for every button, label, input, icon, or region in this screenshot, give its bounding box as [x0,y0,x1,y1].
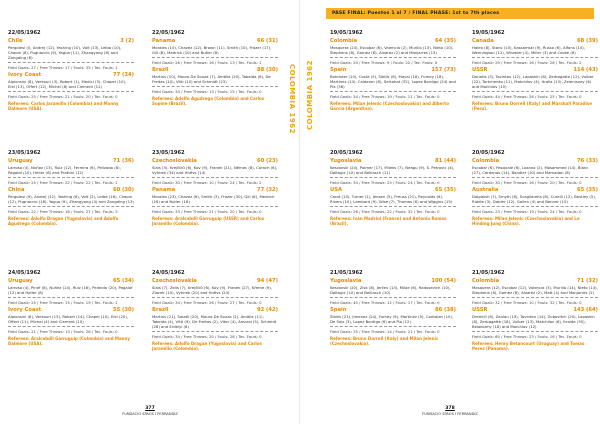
divider [8,206,134,207]
team-name: Yugoslavia [330,158,362,164]
team-stats: Field Goals: 30 / Free Throws: 16 / Fouls: 20 / Tec. Fouls: 0 [472,180,582,185]
referees: Referees: Aralcabdil Garruguip (Colombia) and Manny Dalmore (USA). [8,336,130,346]
left-column-b [152,30,278,390]
team-row [472,38,598,44]
referees: Referees: Adolfo Agudrega (Colombia) and Carlos Sopine (Brazil). [152,96,265,106]
team-row [8,72,134,78]
divider [330,326,456,327]
team-row [330,187,456,193]
divider [330,177,456,178]
team-score: 92 (42) [257,307,278,313]
match-date: 20/05/1962 [330,150,363,156]
match-date: 21/05/1962 [472,270,505,276]
team-stats: Field Goals: 44 / Free Throws: 26 / Fouls: 25 / Tec. Fouls: 0 [472,94,582,99]
team-stats: Field Goals: 25 / Free Throws: 22 / Fouls: 22 / Tec. Fouls: 1 [8,180,118,185]
team-stats: Field Goals: 34 / Free Throws: 20 / Fouls: 28 / Tec. Fouls: 0 [152,334,262,339]
team-row [330,158,456,164]
divider [152,86,278,87]
match-block [152,30,278,126]
match-block [472,270,598,366]
match-block [152,150,278,246]
team-name: Panama [152,187,176,193]
team-name: Colombia [330,38,358,44]
team-lineup: Donatis (3), Tavinteu (12), Lapaskin (8), Zerbagatte (12), Vulber (22), Tortchenko (11), Matchilov (4), Itralla (13), Zelenisney (6) and Marchlov (10) [472,74,594,89]
team-stats: Field Goals: 32 / Free Throws: 10 / Fouls: 32 / Tec. Fouls: 0 [472,300,582,305]
match-date: 22/05/1962 [8,30,41,36]
team-row [472,278,598,284]
team-name: Canada [472,38,494,44]
team-score: 64 (35) [435,38,456,44]
team-score: 66 (31) [257,38,278,44]
divider [472,177,598,178]
divider [8,91,134,92]
team-score: 60 (30) [113,187,134,193]
match-block [8,270,134,366]
team-lineup: Alpionsini (8), Verkouri (3), Robert (1), Medici (3), Chapel (10), Eiel (13), Offert (12), Michel (8) and Clement (12) [8,79,127,89]
team-score: 71 (32) [577,278,598,284]
team-name: Czechoslovakia [152,278,197,284]
referees: Referees: Adolfo Dragan (Yugoslavia) and Carlos Jaramillo (Colombia). [152,341,262,351]
team-stats: Field Goals: 27 / Free Throws: 17 / Fouls: 35 / Tec. Fouls: 1 [8,65,118,70]
team-row [330,67,456,73]
divider [472,331,598,332]
team-row [152,158,278,164]
team-name: USSR [472,307,488,313]
team-score: 76 (33) [577,158,598,164]
team-stats: Field Goals: 21 / Free Throws: 13 / Fouls: 26 / Tec. Fouls: 0 [8,329,118,334]
left-column-a [8,30,134,390]
team-lineup: Morales (10), Chavez (12), Brown (11), Smith (10), Frazer (17), Gill (8), Medrick (10) and Butler (8) [152,45,272,55]
team-score: 65 (35) [435,187,456,193]
team-name: China [8,187,25,193]
divider [472,91,598,92]
right-column-b [472,30,598,390]
team-row [152,278,278,284]
team-row [8,187,134,193]
team-row [152,38,278,44]
referees: Referees: Milan Jelenic (Czechoslovakia) and Lo Hinding Jung (China). [472,216,580,226]
team-lineup: Slais (3), Krejčiků (6), Kov (9), Franek (21), Němec (8), Corach (6), Vyhnek (34) and Hněvs (14) [152,165,278,175]
divider [152,57,278,58]
team-name: Czechoslovakia [152,158,197,164]
team-name: Brazil [152,67,169,73]
team-score: 65 (35) [577,187,598,193]
team-lineup: Martins (10), Mauro De Souza (7), Amâlia (20), Tabelda (8), De Freitas (10), Vitti (10) and Schmidt (23) [152,74,271,84]
team-lineup: Larrosa (4), Nuñez (13), Ruiz (12), Ferreira (6), Pelizado (8), Pagalof (10), Heller (8) and Prattini (12) [8,165,121,175]
team-score: 94 (47) [257,278,278,284]
team-lineup: Keszovski (20), Zisk (8), Jerčev (13), Milae (6), Radosevich (10), Daltagic (10) and Belliasch (10) [330,285,451,295]
team-name: Australia [472,187,499,193]
team-name: Colombia [472,278,500,284]
team-score: 86 (38) [435,307,456,313]
team-name: Spain [330,307,347,313]
team-stats: Field Goals: 33 / Free Throws: 21 / Fouls: 20 / Tec. Fouls: 0 [152,209,262,214]
page-footer [300,406,600,416]
team-lineup: Alpionsini (8), Verkouri (13), Robert (14), Chapel (10), Eiel (20), Offert (11), Michel (4) and Clement (10) [8,314,129,324]
team-stats: Field Goals: 22 / Free Throws: 16 / Fouls: 27 / Tec. Fouls: 3 [8,209,118,214]
team-score: 68 (39) [577,38,598,44]
match-block [330,150,456,246]
divider [330,206,456,207]
team-score: 88 (30) [257,67,278,73]
team-stats: Field Goals: 34 / Free Throws: 26 / Fouls: 27 / Tec. Fouls: 0 [152,300,262,305]
match-block [330,270,456,366]
divider [330,297,456,298]
team-lineup: Sibills (23), Jimenez (24), Fumey (9), Martinez (5), Corbalan (10), De Saiz (3), Lopez Bordigo (6) and Pia (12) [330,314,454,324]
footer-text: FUNDACIÓ SPAOS I FERRANDIZ [422,412,478,416]
match-date: 23/05/1962 [152,150,185,156]
team-row [330,278,456,284]
team-stats: Field Goals: 35 / Free Throws: 14 / Fouls: 21 / Tec. Fouls: 0 [330,329,440,334]
team-name: USSR [472,67,488,73]
referees: Referees: Aralcabdil Garruguip (USSR) and Carlos Jaramillo (Colombia). [152,216,265,226]
team-name: Panama [152,38,176,44]
team-lineup: Slais (7), Zelis (7), Krejčiků (6), Kov (9), Franek (27), Křeme (9), Ziacek (10), Vyhnek (20) and Hněvs (24) [152,285,272,295]
page-number: 377 [145,406,155,411]
match-date: 21/05/1962 [330,270,363,276]
team-score: 65 (34) [113,278,134,284]
team-stats: Field Goals: 29 / Free Throws: 16 / Fouls: 26 / Tec. Fouls: 2 [472,60,582,65]
team-row [8,307,134,313]
team-score: 77 (34) [113,72,134,78]
divider [472,57,598,58]
team-stats: Field Goals: 40 / Free Throws: 12 / Fouls: 17 / Tec. Fouls: 0 [330,300,440,305]
right-page [300,0,600,424]
team-score: 114 (43) [573,67,598,73]
team-score: 71 (36) [113,158,134,164]
match-date: 20/05/1962 [472,150,505,156]
match-block [152,270,278,366]
team-score: 143 (64) [573,307,598,313]
page-footer [0,406,300,416]
divider [8,177,134,178]
team-name: Spain [330,67,347,73]
referees: Referees: Iván Madrini (France) and Antonio Ramos (Brazil). [330,216,447,226]
match-date: 24/05/1962 [8,270,41,276]
team-lineup: Morales (23), Chavez (6), Smith (3), Frazer (30), Gill (6), Medrick (16) and Butler (16) [152,194,275,204]
team-lineup: Pergolesi (9), Andrej (12), Yashing (8), Volt (2), Leiba (16), Chapin (12), Pugnaccio (18), Yagua (9), Zhangyong (4) and Zongding (13) [8,194,134,204]
match-date: 23/05/1962 [8,150,41,156]
match-block [472,30,598,126]
team-name: Brazil [152,307,169,313]
team-stats: Field Goals: 54 / Free Throws: 19 / Fouls: 11 / Tec. Fouls: 0 [330,94,440,99]
team-name: Yugoslavia [330,278,362,284]
team-stats: Field Goals: 34 / Free Throws: 25 / Fouls: 24 / Tec. Fouls: 0 [330,180,440,185]
side-label: COLOMBIA 1962 [288,64,296,134]
team-stats: Field Goals: 25 / Free Throws: 15 / Fouls: 19 / Tec. Fouls: 1 [8,300,118,305]
team-lineup: Dremilli (6), Zaulan (19), Tavinteu (14), Zubovitch (20), Lapaskin (8), Zerbagatte (18), Vulber (13), Matchilov (6), Itralda (30), Belokonny (18) and Marchlov (12) [472,314,595,329]
divider [472,206,598,207]
team-stats: Field Goals: 30 / Free Throws: 10 / Fouls: 24 / Tec. Fouls: 2 [152,180,262,185]
divider [152,331,278,332]
team-lineup: Pergolesi (I), Andrej (12), Yashing (10), Volt (13), Leiba (10), Chapin (8), Pugnaccio (9), Yagua (11), Zhangyong (6) and Zongding (8) [8,45,122,60]
team-lineup: Martins (21), Salatil (20), Mauro De Souza (2), Amâlia (11), Tabelda (4), Vitti (9), De Freitas (2), Vitor (4), Amaral (5), Schmidt (28) and Erdelyi (6) [152,314,277,329]
divider [8,297,134,298]
divider [152,177,278,178]
team-name: USA [330,187,342,193]
team-stats: Field Goals: 25 / Free Throws: 21 / Fouls: 20 / Tec. Fouls: 0 [8,94,118,99]
team-row [8,38,134,44]
team-lineup: Mosquera (24), Escobar (6), Valencia (2), Murillo (13), Nieto (10), Stephens (8), Gomez (8), Alvarez (2) and Manjarres (15) [330,45,454,55]
team-lineup: Keszovski (24), Polmer (17), Mileks (7), Neagu (9), S. Petrovic (4), Daltagic (10) and Belliasch (11) [330,165,455,175]
team-lineup: Dalgleish (7), Smyth (8), Scagliarella (8), Cureill (12), Bestley (5), Riddle (3), Dabler (12), Gallen (4) and Benner (10) [472,194,597,204]
team-lineup: Haleo (8), Stans (10), Kassamski (9), Russo (6), Alfans (10), Wennington (12), Wheeler (4), Miller (3) and Cooke (6) [472,45,585,55]
team-row [472,158,598,164]
team-lineup: Escobar (6), Pasquale (6), Lozano (2), Mosammed (14), Blanc (27), Cárdenas (14), Bandler (10) and Mamadon (8) [472,165,589,175]
team-row [472,187,598,193]
match-block [472,150,598,246]
team-stats: Field Goals: 26 / Free Throws: 22 / Fouls: 32 / Tec. Fouls: 0 [330,209,440,214]
referees: Referees: Bruno Dorrell (Italy) and Milan Jelenic (Czechoslovakia). [330,336,439,346]
referees: Referees: Adolfo Dragan (Yugoslavia) and Adolfo Agudrega (Colombia). [8,216,119,226]
referees: Referees: Bruno Dorrell (Italy) and Marshall Paradise (Peru). [472,101,592,111]
team-stats: Field Goals: 23 / Free Throws: 19 / Fouls: 24 / Tec. Fouls: 0 [472,209,582,214]
team-stats: Field Goals: 20 / Free Throws: 9 / Fouls: 22 / Tec. Fouls: 0 [330,60,438,65]
team-score: 100 (54) [431,278,456,284]
team-score: 55 (30) [113,307,134,313]
divider [8,326,134,327]
phase-header-bar: PASE FINAL: Puestos 1 al 7 / FINAL PHASE: 1st to 7th places [326,8,594,19]
team-lineup: Bohmder (10), Costa (5), Sibills (8), Mayal (16), Fumey (18), Martinez (14), Calderon (8), Sertahat (32), Lopez Bordigo (24) and Pia (36) [330,74,456,89]
divider [152,206,278,207]
divider [330,57,456,58]
team-row [152,187,278,193]
referees: Referees: Carlos Jaramillo (Colombia) and Manny Dalmore (USA). [8,101,119,111]
team-stats: Field Goals: 28 / Free Throws: 16 / Fouls: 13 / Tec. Fouls: 1 [152,60,262,65]
right-column-a [330,30,456,390]
team-score: 3 (2) [120,38,134,44]
team-row [8,158,134,164]
team-row [472,67,598,73]
referees: Referees: Milan Jelenic (Czechoslovakia) and Alberto Garcia (Argentina). [330,101,449,111]
divider [472,297,598,298]
team-row [330,38,456,44]
team-name: Chile [8,38,23,44]
side-label: COLOMBIA 1962 [306,60,314,130]
team-row [330,307,456,313]
divider [8,62,134,63]
team-name: Ivory Coast [8,307,42,313]
match-date: 22/05/1962 [152,30,185,36]
match-date: 19/05/1962 [472,30,505,36]
team-score: 60 (23) [257,158,278,164]
team-row [152,307,278,313]
team-row [472,307,598,313]
footer-text: FUNDACIÓ SPAOS I FERRANDIZ [122,412,178,416]
team-name: Uruguay [8,158,33,164]
match-block [8,150,134,246]
match-block [330,30,456,126]
divider [152,297,278,298]
page-number: 378 [445,406,455,411]
team-name: Ivory Coast [8,72,42,78]
team-score: 81 (44) [435,158,456,164]
referees: Referees: Henry Betancourt (Uruguay) and Tomas Perez (Panama). [472,341,585,351]
team-score: 157 (73) [431,67,456,73]
team-name: Colombia [472,158,500,164]
team-lineup: Larrosa (4), Pinef (8), Nuñez (14), Ruiz (16), Pelando (20), Pagalof (12) and Heller (8) [8,285,133,295]
team-row [152,67,278,73]
team-stats: Field Goals: 60 / Free Throws: 23 / Fouls: 16 / Tec. Fouls: 0 [472,334,582,339]
team-stats: Field Goals: 34 / Free Throws: 13 / Fouls: 15 / Tec. Fouls: 0 [152,89,262,94]
team-row [8,278,134,284]
match-block [8,30,134,126]
match-date: 19/05/1962 [330,30,363,36]
match-date: 24/05/1962 [152,270,185,276]
team-lineup: Carat (15), Turner (1), Jensen (5), Preuss (21), Reynolds (6), Rivers (10), Lambard (9), Wise (7), Thomas (6) and Wiggins (15) [330,194,453,204]
divider [330,91,456,92]
team-lineup: Mosquera (12), Escobar (12), Valencia (3), Murillo (14), Nieto (14), Stephens (8), Gomez (8), Alvarez (2), Matt (4) and Manjarres (2) [472,285,598,295]
team-score: 77 (32) [257,187,278,193]
team-name: Uruguay [8,278,33,284]
